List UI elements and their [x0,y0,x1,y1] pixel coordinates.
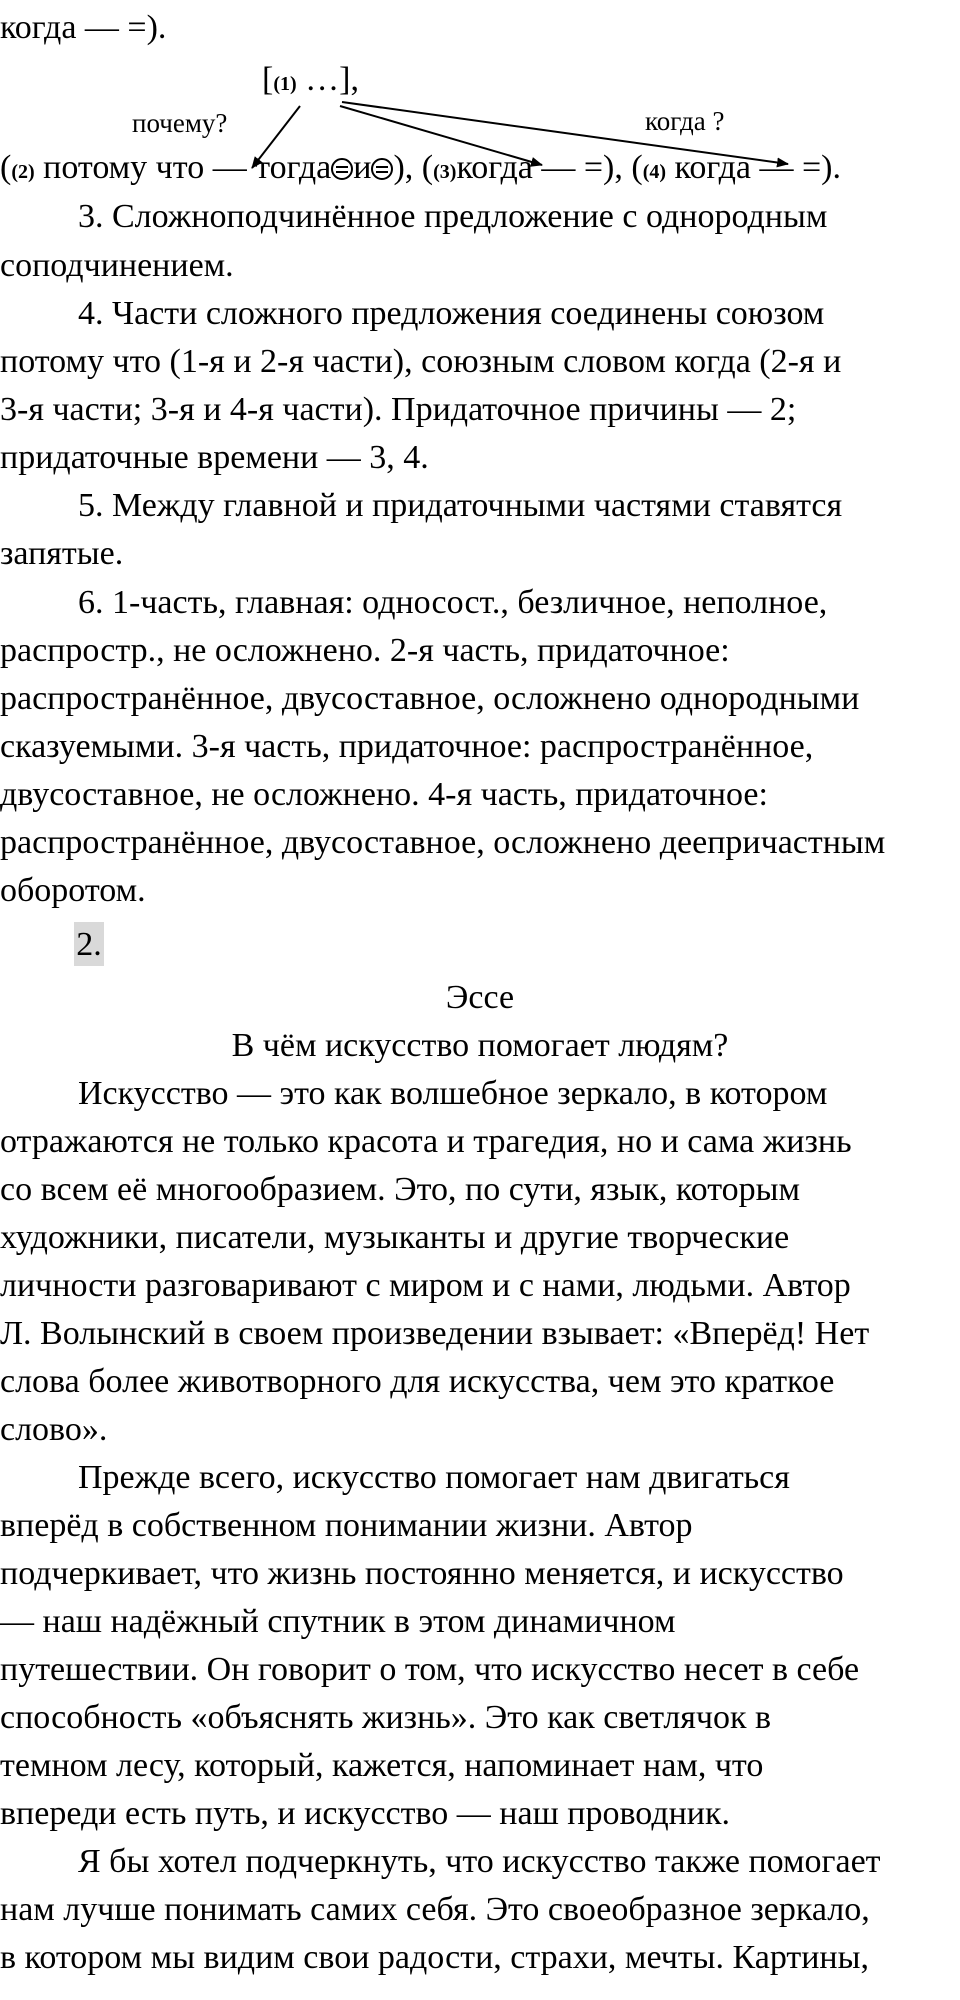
main-clause: [(1) …], [262,61,359,98]
text-line: 4. Части сложного предложения соединены союзом [78,295,825,332]
text-line: слово». [0,1411,108,1448]
text-line: Л. Волынский в своем произведении взывает: «Вперёд! Нет [0,1315,870,1352]
text-line: со всем её многообразием. Это, по сути, язык, которым [0,1171,800,1208]
text-line: двусоставное, не осложнено. 4-я часть, придаточное: [0,776,768,813]
text-line: Я бы хотел подчеркнуть, что искусство также помогает [78,1843,881,1880]
predicate-symbol [371,158,393,180]
text-line: потому что (1-я и 2-я части), союзным словом когда (2-я и [0,343,842,380]
text-line: 3-я части; 3-я и 4-я части). Придаточное причины — 2; [0,391,797,428]
subordinate-clauses: ((2) потому что — тогда и ), ((3)когда — =), ((4) когда — =). [0,149,841,186]
text-line: распространённое, двусоставное, осложнено деепричастным [0,824,886,861]
text-line: соподчинением. [0,247,234,284]
text-line: отражаются не только красота и трагедия, но и сама жизнь [0,1123,852,1160]
text-line: личности разговаривают с миром и с нами, людьми. Автор [0,1267,851,1304]
text-line: придаточные времени — 3, 4. [0,439,429,476]
text-line: Искусство — это как волшебное зеркало, в котором [78,1075,828,1112]
text-line: темном лесу, который, кажется, напоминает нам, что [0,1747,764,1784]
text-line: оборотом. [0,872,146,909]
text-line: когда — =). [0,9,167,46]
text-line: слова более животворного для искусства, чем это краткое [0,1363,835,1400]
sentence-scheme [0,50,960,200]
text-line: 3. Сложноподчинённое предложение с однородным [78,198,828,235]
question-why: почему? [132,108,228,138]
text-line: распростр., не осложнено. 2-я часть, придаточное: [0,632,730,669]
text-line: нам лучше понимать самих себя. Это своеобразное зеркало, [0,1891,870,1928]
text-line: сказуемыми. 3-я часть, придаточное: распространённое, [0,728,814,765]
text-line: Прежде всего, искусство помогает нам двигаться [78,1459,790,1496]
text-line: 6. 1-часть, главная: односост., безличное, неполное, [78,584,828,621]
text-line: подчеркивает, что жизнь постоянно меняется, и искусство [0,1555,844,1592]
text-line: распространённое, двусоставное, осложнено однородными [0,680,860,717]
text-line: — наш надёжный спутник в этом динамичном [0,1603,676,1640]
text-line: в котором мы видим свои радости, страхи, мечты. Картины, [0,1939,869,1976]
text-line: 5. Между главной и придаточными частями ставятся [78,487,843,524]
text-line: впереди есть путь, и искусство — наш проводник. [0,1795,731,1832]
text-line: способность «объяснять жизнь». Это как светлячок в [0,1699,772,1736]
question-when: когда ? [645,106,725,136]
predicate-symbol [331,158,353,180]
essay-genre: Эссе [445,979,515,1016]
task-number: 2. [74,922,104,966]
text-line: художники, писатели, музыканты и другие творческие [0,1219,790,1256]
text-line: путешествии. Он говорит о том, что искусство несет в себе [0,1651,860,1688]
text-line: вперёд в собственном понимании жизни. Автор [0,1507,693,1544]
text-line: запятые. [0,535,124,572]
essay-title: В чём искусство помогает людям? [231,1027,729,1064]
